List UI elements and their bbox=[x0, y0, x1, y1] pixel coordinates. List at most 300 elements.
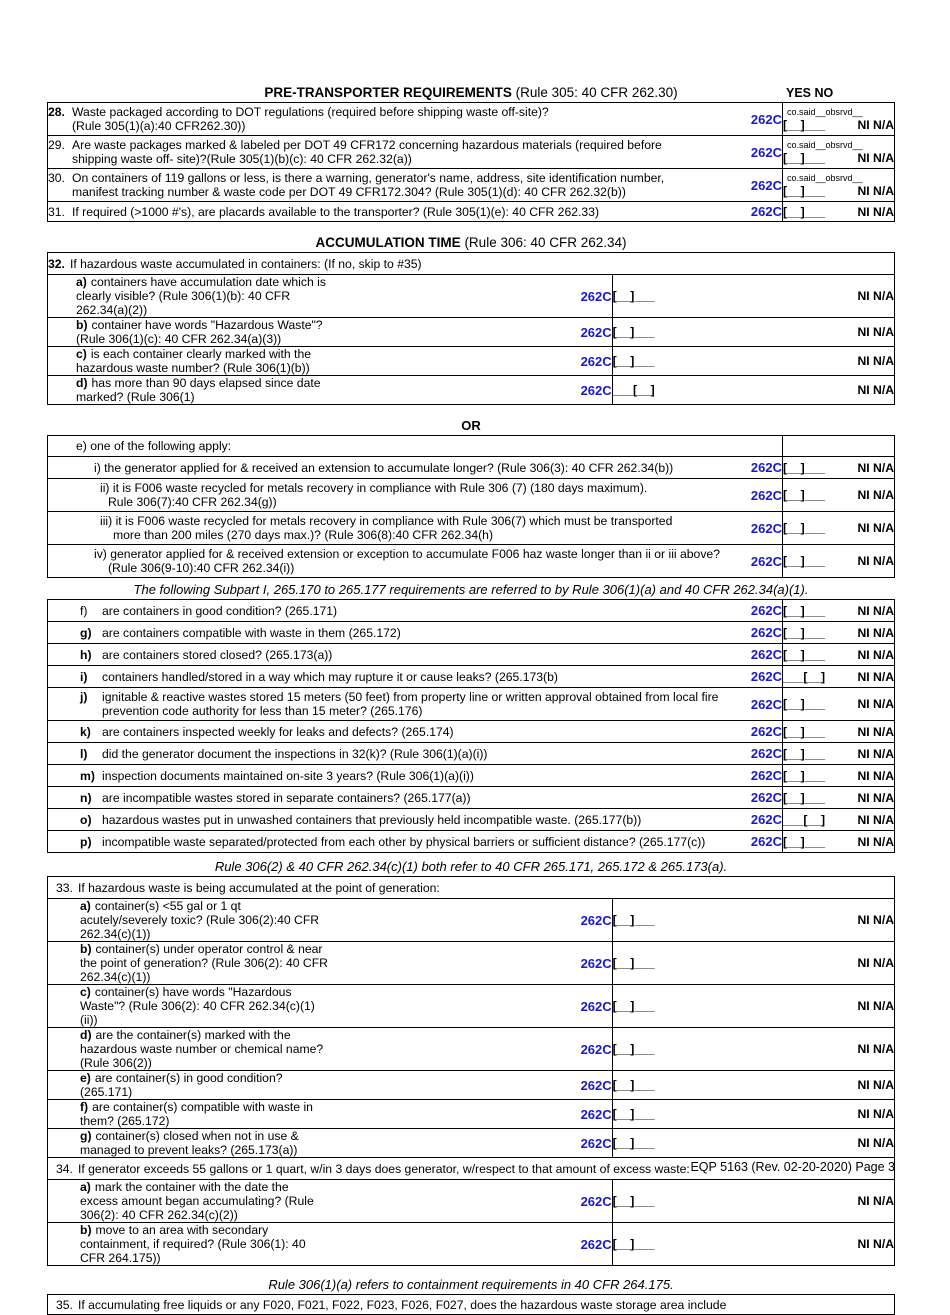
question-row bbox=[48, 253, 895, 275]
question-body bbox=[72, 105, 549, 133]
ni-na-option[interactable]: NI N/A bbox=[857, 1107, 894, 1121]
answer-options bbox=[783, 670, 894, 684]
question-row bbox=[48, 169, 895, 202]
question-row bbox=[48, 347, 895, 376]
question-line: container(s) have words "Hazardous Waste"? (Rule 306(2): 40 CFR 262.34(c)(1)(ii)) bbox=[80, 985, 315, 1027]
question-wrap bbox=[48, 105, 737, 133]
answer-options bbox=[783, 835, 894, 849]
answer-cell[interactable] bbox=[783, 136, 895, 169]
yes-no-checkbox[interactable]: [__]___ bbox=[612, 956, 655, 970]
question-line: (Rule 306(9-10):40 CFR 262.34(i)) bbox=[108, 561, 295, 575]
item-label: h) bbox=[80, 647, 92, 662]
question-line: Are waste packages marked & labeled per DOT 49 CFR172 concerning hazardous materials (required before bbox=[72, 138, 662, 152]
question-text bbox=[48, 318, 330, 347]
question-wrap bbox=[80, 670, 737, 684]
question-text bbox=[48, 787, 738, 809]
answer-options bbox=[783, 648, 894, 662]
item-label: d) bbox=[76, 376, 88, 390]
answer-cell[interactable] bbox=[783, 831, 895, 853]
question-line: are container(s) compatible with waste in them? (265.172) bbox=[80, 1100, 313, 1128]
question-wrap bbox=[80, 690, 737, 718]
ni-na-option[interactable]: NI N/A bbox=[857, 354, 894, 368]
answer-cell[interactable] bbox=[612, 1071, 894, 1100]
question-text bbox=[48, 831, 738, 853]
answer-options bbox=[613, 1136, 894, 1150]
answer-cell[interactable] bbox=[783, 787, 895, 809]
question-line: more than 200 miles (270 days max.)? (Rule 306(8):40 CFR 262.34(h) bbox=[113, 528, 494, 542]
answer-cell[interactable] bbox=[783, 688, 895, 721]
ni-na-option[interactable]: NI N/A bbox=[857, 724, 894, 739]
ni-na-option[interactable]: NI N/A bbox=[857, 150, 894, 165]
item-label: m) bbox=[80, 768, 95, 783]
answer-options bbox=[613, 1237, 894, 1251]
yes-no-checkbox[interactable]: [__]___ bbox=[783, 834, 826, 849]
answer-cell[interactable] bbox=[783, 457, 895, 479]
question-wrap bbox=[80, 725, 737, 739]
yes-no-checkbox[interactable]: [__]___ bbox=[612, 1078, 655, 1092]
yes-no-checkbox[interactable]: [__]___ bbox=[783, 625, 826, 640]
ni-na-option[interactable]: NI N/A bbox=[857, 1136, 894, 1150]
answer-options bbox=[783, 626, 894, 640]
answer-cell[interactable] bbox=[783, 479, 895, 512]
question-row bbox=[48, 899, 895, 942]
question-row bbox=[48, 1100, 895, 1129]
code-262c: 262C bbox=[737, 136, 783, 169]
answer-cell[interactable] bbox=[612, 1028, 894, 1071]
containment-table bbox=[47, 1294, 895, 1315]
question-text bbox=[48, 103, 738, 136]
co-said-observed[interactable]: co.said__obsrvd__ bbox=[787, 106, 863, 117]
form-page bbox=[47, 84, 895, 1315]
question-line: incompatible waste separated/protected from each other by physical barriers or sufficient distance? (265.177(c)) bbox=[102, 834, 706, 849]
answer-cell[interactable] bbox=[612, 1100, 894, 1129]
code-262c: 262C bbox=[330, 1100, 612, 1129]
question-row bbox=[48, 1223, 895, 1266]
answer-cell[interactable] bbox=[783, 644, 895, 666]
question-row bbox=[48, 275, 895, 318]
yes-no-checkbox[interactable]: [__]___ bbox=[783, 460, 826, 475]
item-label: n) bbox=[80, 790, 92, 805]
ni-na-option[interactable]: NI N/A bbox=[857, 1042, 894, 1056]
question-body bbox=[102, 626, 401, 640]
answer-options bbox=[783, 813, 894, 827]
question-text bbox=[48, 688, 738, 721]
question-line: Waste packaged according to DOT regulations (required before shipping waste off-site)? bbox=[72, 105, 549, 119]
question-line: containers handled/stored in a way which may rupture it or cause leaks? (265.173(b) bbox=[102, 669, 558, 684]
answer-cell[interactable] bbox=[612, 985, 894, 1028]
question-text bbox=[48, 479, 738, 512]
question-row bbox=[48, 765, 895, 787]
question-text bbox=[48, 545, 738, 578]
question-wrap bbox=[80, 791, 737, 805]
question-line: ii) it is F006 waste recycled for metals recovery in compliance with Rule 306 (7) (180 days maximum). bbox=[100, 481, 648, 495]
question-wrap bbox=[80, 835, 737, 849]
question-line: are incompatible wastes stored in separate containers? (265.177(a)) bbox=[102, 790, 471, 805]
answer-options bbox=[783, 205, 894, 219]
ni-na-option[interactable]: NI N/A bbox=[857, 956, 894, 970]
question-row bbox=[48, 136, 895, 169]
yes-no-checkbox[interactable]: [__]___ bbox=[783, 647, 826, 662]
question-line: container(s) closed when not in use & managed to prevent leaks? (265.173(a)) bbox=[80, 1129, 299, 1157]
question-text bbox=[48, 1071, 330, 1100]
yes-no-checkbox[interactable]: [__]___ bbox=[783, 117, 826, 132]
ni-na-option[interactable]: NI N/A bbox=[857, 790, 894, 805]
yes-no-checkbox[interactable]: [__]___ bbox=[612, 1136, 655, 1150]
question-line: are containers stored closed? (265.173(a)) bbox=[102, 647, 333, 662]
question-text bbox=[48, 347, 330, 376]
question-row bbox=[48, 877, 895, 899]
question-body bbox=[102, 747, 487, 761]
yes-no-checkbox[interactable]: [__]___ bbox=[612, 1107, 655, 1121]
answer-options bbox=[783, 151, 894, 165]
ni-na-option[interactable]: NI N/A bbox=[857, 812, 894, 827]
question-wrap bbox=[80, 769, 737, 783]
co-said-observed[interactable]: co.said__obsrvd__ bbox=[787, 172, 863, 183]
question-row bbox=[48, 457, 895, 479]
answer-cell[interactable] bbox=[612, 1180, 894, 1223]
question-text bbox=[48, 600, 738, 622]
yes-no-checkbox[interactable]: [__]___ bbox=[612, 325, 655, 339]
rule306-2-table bbox=[47, 876, 895, 1266]
code-262c: 262C bbox=[330, 376, 612, 405]
question-line: has more than 90 days elapsed since date marked? (Rule 306(1) bbox=[76, 376, 321, 404]
yes-no-checkbox[interactable]: [__]___ bbox=[612, 1237, 655, 1251]
accumulation-table bbox=[47, 252, 895, 405]
yes-no-checkbox[interactable]: [__]___ bbox=[783, 697, 826, 711]
question-wrap bbox=[48, 138, 737, 166]
code-cell bbox=[737, 436, 783, 457]
question-number: 32. bbox=[48, 256, 65, 271]
item-label: e) bbox=[80, 1071, 91, 1085]
code-262c: 262C bbox=[737, 765, 783, 787]
question-row bbox=[48, 809, 895, 831]
question-text bbox=[48, 644, 738, 666]
question-row bbox=[48, 622, 895, 644]
question-body bbox=[72, 205, 599, 219]
code-262c: 262C bbox=[737, 103, 783, 136]
answer-cell[interactable] bbox=[783, 622, 895, 644]
item-label: o) bbox=[80, 812, 92, 827]
answer-options bbox=[783, 747, 894, 761]
question-text bbox=[48, 457, 738, 479]
answer-cell[interactable] bbox=[783, 600, 895, 622]
code-262c: 262C bbox=[330, 1129, 612, 1158]
subpart-i-table bbox=[47, 599, 895, 853]
item-label: g) bbox=[80, 1129, 92, 1143]
question-wrap bbox=[80, 648, 737, 662]
answer-options bbox=[613, 1078, 894, 1092]
question-line: mark the container with the date the excess amount began accumulating? (Rule 306(2): 40 CFR 262.34(c)(2)) bbox=[80, 1180, 314, 1222]
code-262c: 262C bbox=[330, 1028, 612, 1071]
ni-na-option[interactable]: NI N/A bbox=[857, 746, 894, 761]
heading-rule: (Rule 305: 40 CFR 262.30) bbox=[511, 85, 678, 100]
question-text bbox=[48, 169, 738, 202]
question-text bbox=[48, 1028, 330, 1071]
question-row bbox=[48, 688, 895, 721]
item-label: b) bbox=[80, 1223, 92, 1237]
yes-no-checkbox[interactable]: [__]___ bbox=[783, 790, 826, 805]
answer-cell[interactable] bbox=[612, 347, 894, 376]
question-row bbox=[48, 479, 895, 512]
question-line: are containers in good condition? (265.171) bbox=[102, 603, 338, 618]
answer-cell[interactable] bbox=[783, 512, 895, 545]
answer-options bbox=[783, 554, 894, 568]
code-262c: 262C bbox=[737, 644, 783, 666]
answer-options bbox=[783, 184, 894, 198]
yes-no-checkbox[interactable]: [__]___ bbox=[612, 913, 655, 927]
heading-bold: PRE-TRANSPORTER REQUIREMENTS bbox=[264, 85, 512, 100]
answer-options bbox=[783, 725, 894, 739]
yes-no-checkbox[interactable]: [__]___ bbox=[783, 603, 826, 618]
answer-cell[interactable] bbox=[783, 809, 895, 831]
question-wrap bbox=[80, 626, 737, 640]
question-row bbox=[48, 1071, 895, 1100]
question-body bbox=[72, 138, 662, 166]
answer-cell bbox=[783, 436, 895, 457]
yes-no-checkbox[interactable]: [__]___ bbox=[783, 183, 826, 198]
pre-transporter-table bbox=[47, 102, 895, 222]
heading-rule: (Rule 306: 40 CFR 262.34) bbox=[460, 235, 627, 250]
ni-na-option[interactable]: NI N/A bbox=[857, 521, 894, 535]
question-line: i) the generator applied for & received an extension to accumulate longer? (Rule 306(3): 40 CFR 262.34(b)) bbox=[94, 460, 674, 475]
question-line: are containers inspected weekly for leaks and defects? (265.174) bbox=[102, 724, 454, 739]
pre-transporter-heading bbox=[47, 84, 895, 102]
yes-no-checkbox[interactable]: ___[__] bbox=[783, 812, 826, 827]
code-262c: 262C bbox=[330, 942, 612, 985]
answer-cell[interactable] bbox=[783, 545, 895, 578]
question-line: did the generator document the inspections in 32(k)? (Rule 306(1)(a)(i)) bbox=[102, 746, 488, 761]
ni-na-option[interactable]: NI N/A bbox=[857, 383, 894, 397]
question-line: ignitable & reactive wastes stored 15 meters (50 feet) from property line or written approval obtained from local fire bbox=[102, 690, 719, 704]
question-row bbox=[48, 1295, 895, 1315]
question-line: (Rule 305(1)(a):40 CFR262.30)) bbox=[72, 119, 246, 133]
item-label: c) bbox=[80, 985, 91, 999]
code-262c: 262C bbox=[330, 1071, 612, 1100]
question-line: If hazardous waste is being accumulated at the point of generation: bbox=[78, 880, 440, 895]
code-262c: 262C bbox=[737, 512, 783, 545]
question-text bbox=[48, 1295, 895, 1315]
question-row bbox=[48, 512, 895, 545]
answer-cell[interactable] bbox=[612, 318, 894, 347]
rule306-2-heading: Rule 306(2) & 40 CFR 262.34(c)(1) both refer to 40 CFR 265.171, 265.172 & 265.173(a). bbox=[214, 859, 728, 874]
question-text: e) one of the following apply: bbox=[48, 436, 738, 457]
ni-na-option[interactable]: NI N/A bbox=[857, 768, 894, 783]
yes-no-checkbox[interactable]: [__]___ bbox=[612, 999, 655, 1013]
question-row bbox=[48, 600, 895, 622]
question-row bbox=[48, 1180, 895, 1223]
answer-cell[interactable] bbox=[612, 1223, 894, 1266]
code-262c: 262C bbox=[330, 1223, 612, 1266]
item-label: b) bbox=[80, 942, 92, 956]
answer-cell[interactable] bbox=[612, 275, 894, 318]
answer-cell[interactable] bbox=[783, 103, 895, 136]
code-262c: 262C bbox=[737, 202, 783, 222]
question-row bbox=[48, 318, 895, 347]
ni-na-option[interactable]: NI N/A bbox=[857, 697, 894, 711]
question-line: hazardous wastes put in unwashed containers that previously held incompatible waste. (265.177(b)) bbox=[102, 812, 642, 827]
item-label: l) bbox=[80, 746, 88, 761]
answer-cell[interactable] bbox=[783, 765, 895, 787]
page-footer: EQP 5163 (Rev. 02-20-2020) Page 3 bbox=[690, 1160, 895, 1174]
answer-options bbox=[613, 913, 894, 927]
answer-options bbox=[783, 791, 894, 805]
question-text bbox=[48, 376, 330, 405]
ni-na-option[interactable]: NI N/A bbox=[857, 1078, 894, 1092]
ni-na-option[interactable]: NI N/A bbox=[857, 669, 894, 684]
yes-no-checkbox[interactable]: [__]___ bbox=[783, 554, 826, 568]
question-line: inspection documents maintained on-site 3 years? (Rule 306(1)(a)(i)) bbox=[102, 768, 474, 783]
item-label: f) bbox=[80, 1100, 89, 1114]
heading-bold: ACCUMULATION TIME bbox=[315, 235, 461, 250]
answer-cell[interactable] bbox=[783, 202, 895, 222]
yes-no-checkbox[interactable]: [__]___ bbox=[783, 150, 826, 165]
yes-no-checkbox[interactable]: [__]___ bbox=[612, 289, 655, 303]
item-label: k) bbox=[80, 724, 91, 739]
code-262c: 262C bbox=[330, 318, 612, 347]
item-label: i) bbox=[80, 669, 88, 684]
question-line: are containers compatible with waste in them (265.172) bbox=[102, 625, 401, 640]
question-text bbox=[48, 1180, 330, 1223]
answer-options bbox=[613, 1194, 894, 1208]
code-262c: 262C bbox=[737, 809, 783, 831]
yes-no-checkbox[interactable]: ___[__] bbox=[783, 669, 826, 684]
question-body bbox=[72, 171, 664, 199]
co-said-observed[interactable]: co.said__obsrvd__ bbox=[787, 139, 863, 150]
ni-na-option[interactable]: NI N/A bbox=[857, 913, 894, 927]
question-row bbox=[48, 545, 895, 578]
yes-no-checkbox[interactable]: [__]___ bbox=[612, 1042, 655, 1056]
code-262c: 262C bbox=[330, 275, 612, 318]
question-text bbox=[48, 666, 738, 688]
answer-cell[interactable] bbox=[612, 942, 894, 985]
question-number: 29. bbox=[48, 138, 65, 152]
yes-no-checkbox[interactable]: [__]___ bbox=[612, 1194, 655, 1208]
yes-no-checkbox[interactable]: [__]___ bbox=[783, 724, 826, 739]
ni-na-option[interactable]: NI N/A bbox=[857, 834, 894, 849]
answer-cell[interactable] bbox=[612, 1129, 894, 1158]
item-label: d) bbox=[80, 1028, 92, 1042]
question-line: container(s) <55 gal or 1 qt acutely/severely toxic? (Rule 306(2):40 CFR 262.34(c)(1)) bbox=[80, 899, 320, 941]
ni-na-option[interactable]: NI N/A bbox=[857, 625, 894, 640]
yes-no-checkbox[interactable]: [__]___ bbox=[783, 768, 826, 783]
question-line: If generator exceeds 55 gallons or 1 quart, w/in 3 days does generator, w/respect to that amount of excess waste: bbox=[78, 1161, 690, 1176]
question-number: 31. bbox=[48, 204, 65, 219]
ni-na-option[interactable]: NI N/A bbox=[857, 488, 894, 502]
ni-na-option[interactable]: NI N/A bbox=[857, 1237, 894, 1251]
answer-options bbox=[613, 956, 894, 970]
answer-cell[interactable] bbox=[612, 376, 894, 405]
ni-na-option[interactable]: NI N/A bbox=[857, 325, 894, 339]
ni-na-option[interactable]: NI N/A bbox=[857, 289, 894, 303]
item-label: p) bbox=[80, 834, 92, 849]
question-line: prevention code authority for less than 15 meter? (265.176) bbox=[102, 704, 423, 718]
question-row bbox=[48, 644, 895, 666]
question-line: are the container(s) marked with the hazardous waste number or chemical name? (Rule 306(2)) bbox=[80, 1028, 324, 1070]
ni-na-option[interactable]: NI N/A bbox=[857, 183, 894, 198]
answer-options bbox=[783, 488, 894, 502]
ni-na-option[interactable]: NI N/A bbox=[857, 1194, 894, 1208]
question-wrap bbox=[80, 747, 737, 761]
answer-cell[interactable] bbox=[783, 721, 895, 743]
question-line: On containers of 119 gallons or less, is there a warning, generator's name, address, site identification number, bbox=[72, 171, 665, 185]
question-text bbox=[48, 899, 330, 942]
code-262c: 262C bbox=[737, 600, 783, 622]
question-text bbox=[48, 743, 738, 765]
question-body bbox=[102, 670, 558, 684]
question-text bbox=[48, 877, 895, 899]
item-label: a) bbox=[76, 275, 87, 289]
question-body bbox=[102, 835, 705, 849]
yes-no-checkbox[interactable]: [__]___ bbox=[783, 746, 826, 761]
question-line: container have words "Hazardous Waste"? (Rule 306(1)(c): 40 CFR 262.34(a)(3)) bbox=[76, 318, 323, 346]
question-row bbox=[48, 436, 895, 457]
question-row bbox=[48, 831, 895, 853]
question-number: 34. bbox=[56, 1161, 73, 1176]
answer-cell[interactable] bbox=[783, 169, 895, 202]
question-text bbox=[48, 1223, 330, 1266]
question-text bbox=[48, 622, 738, 644]
answer-cell[interactable] bbox=[612, 899, 894, 942]
question-wrap bbox=[80, 813, 737, 827]
ni-na-option[interactable]: NI N/A bbox=[857, 999, 894, 1013]
answer-cell[interactable] bbox=[783, 666, 895, 688]
answer-options bbox=[783, 461, 894, 475]
question-text bbox=[48, 1129, 330, 1158]
question-row bbox=[48, 787, 895, 809]
ni-na-option[interactable]: NI N/A bbox=[857, 603, 894, 618]
answer-options bbox=[613, 289, 894, 303]
accumulation-heading bbox=[47, 234, 895, 252]
code-262c: 262C bbox=[330, 347, 612, 376]
ni-na-option[interactable]: NI N/A bbox=[857, 460, 894, 475]
question-text bbox=[48, 809, 738, 831]
yes-no-checkbox[interactable]: ___[__] bbox=[612, 383, 655, 397]
question-text bbox=[48, 253, 895, 275]
answer-options bbox=[783, 604, 894, 618]
item-label: b) bbox=[76, 318, 88, 332]
question-number: 35. bbox=[56, 1297, 73, 1312]
ni-na-option[interactable]: NI N/A bbox=[857, 647, 894, 662]
question-text bbox=[48, 942, 330, 985]
item-label: j) bbox=[80, 690, 88, 704]
subpart-i-heading: The following Subpart I, 265.170 to 265.177 requirements are referred to by Rule 306(1)(a) and 40 CFR 262.34(a)(1). bbox=[133, 582, 809, 597]
question-body bbox=[102, 791, 471, 805]
item-label: a) bbox=[80, 899, 91, 913]
question-line: are container(s) in good condition? (265.171) bbox=[80, 1071, 283, 1099]
yes-no-checkbox[interactable]: [__]___ bbox=[783, 488, 826, 502]
ni-na-option[interactable]: NI N/A bbox=[857, 204, 894, 219]
question-text bbox=[48, 202, 738, 222]
answer-options bbox=[613, 1042, 894, 1056]
question-wrap bbox=[48, 205, 737, 219]
ni-na-option[interactable]: NI N/A bbox=[857, 554, 894, 568]
yes-no-checkbox[interactable]: [__]___ bbox=[783, 521, 826, 535]
question-text bbox=[48, 1100, 330, 1129]
question-body bbox=[102, 769, 474, 783]
answer-options bbox=[613, 325, 894, 339]
item-label: c) bbox=[76, 347, 87, 361]
code-262c: 262C bbox=[737, 666, 783, 688]
question-row bbox=[48, 1129, 895, 1158]
yes-no-checkbox[interactable]: [__]___ bbox=[783, 204, 826, 219]
code-262c: 262C bbox=[737, 479, 783, 512]
question-row bbox=[48, 666, 895, 688]
item-label: f) bbox=[80, 603, 88, 618]
or-label: OR bbox=[461, 418, 481, 433]
answer-cell[interactable] bbox=[783, 743, 895, 765]
yes-no-checkbox[interactable]: [__]___ bbox=[612, 354, 655, 368]
ni-na-option[interactable]: NI N/A bbox=[857, 117, 894, 132]
